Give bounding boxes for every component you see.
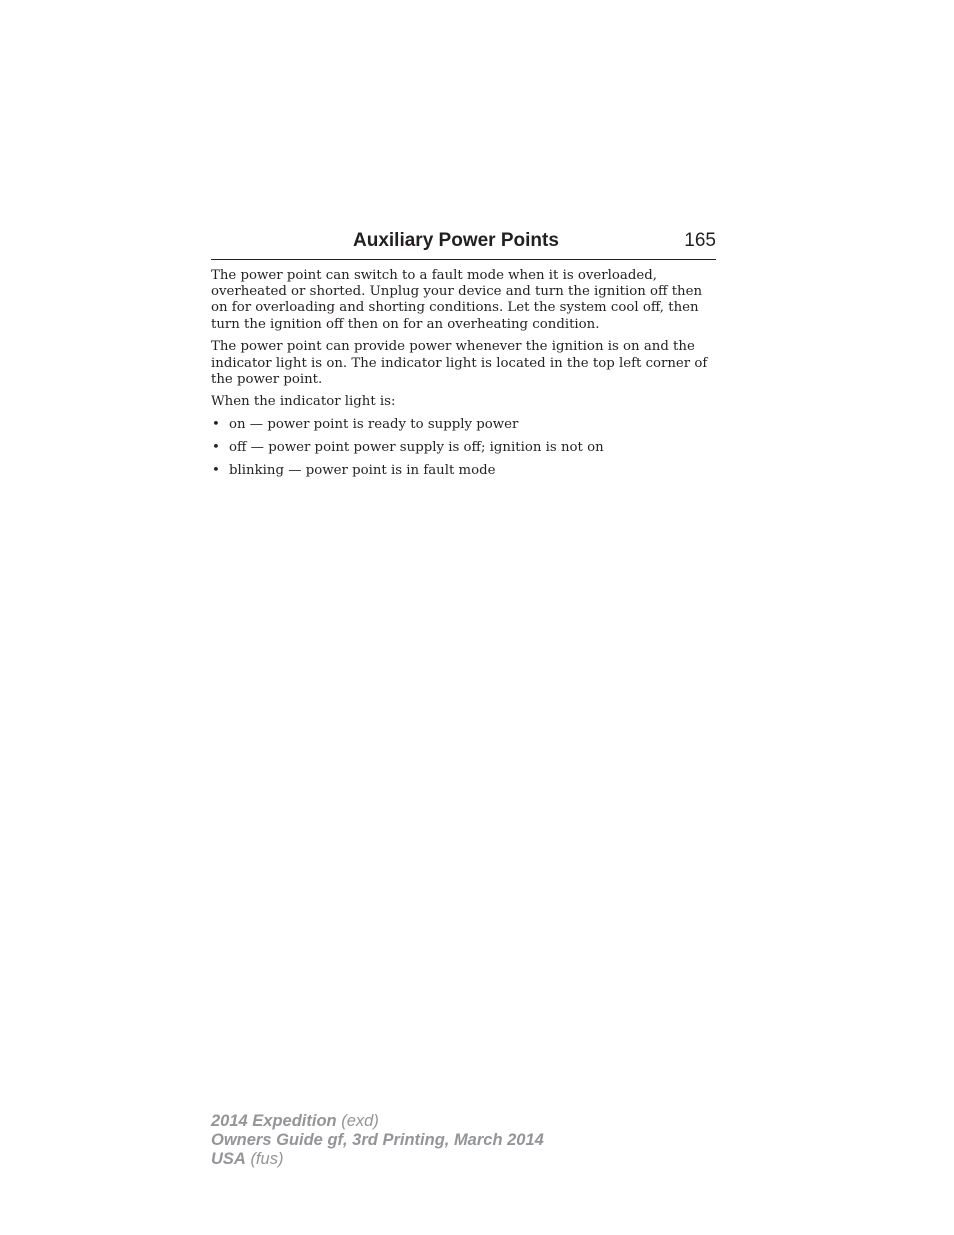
page-number: 165 bbox=[684, 230, 716, 251]
bullet-icon: • bbox=[212, 439, 220, 455]
page-header bbox=[211, 228, 716, 260]
footer-market-line bbox=[211, 1150, 544, 1169]
footer-market-code: (fus) bbox=[250, 1150, 284, 1168]
list-item-text: on — power point is ready to supply power bbox=[229, 417, 519, 433]
body-text bbox=[211, 268, 716, 485]
list-item-text: off — power point power supply is off; ignition is not on bbox=[229, 439, 604, 455]
paragraph-fault-mode: The power point can switch to a fault mode when it is overloaded, overheated or shorted. Unplug your device and turn the ignition off then on for overloading and shorting conditions. Let the system cool off, then turn the ignition off then on for an overheating condition. bbox=[211, 268, 703, 332]
page-footer bbox=[211, 1112, 544, 1169]
footer-model: 2014 Expedition bbox=[211, 1112, 337, 1130]
list-item-text: blinking — power point is in fault mode bbox=[229, 462, 496, 478]
paragraph-indicator-intro: When the indicator light is: bbox=[211, 394, 396, 410]
footer-model-line bbox=[211, 1112, 544, 1131]
bullet-icon: • bbox=[212, 417, 220, 433]
bullet-icon: • bbox=[212, 462, 220, 478]
list-item bbox=[211, 417, 716, 433]
footer-market: USA bbox=[211, 1150, 246, 1168]
section-title: Auxiliary Power Points bbox=[353, 230, 559, 251]
list-item bbox=[211, 440, 716, 456]
list-item bbox=[211, 463, 716, 479]
paragraph-power-availability: The power point can provide power whenever the ignition is on and the indicator light is on. The indicator light is located in the top left corner of the power point. bbox=[211, 339, 708, 387]
footer-printing-line: Owners Guide gf, 3rd Printing, March 2014 bbox=[211, 1131, 544, 1149]
indicator-state-list bbox=[211, 417, 716, 479]
footer-model-code: (exd) bbox=[341, 1112, 379, 1130]
